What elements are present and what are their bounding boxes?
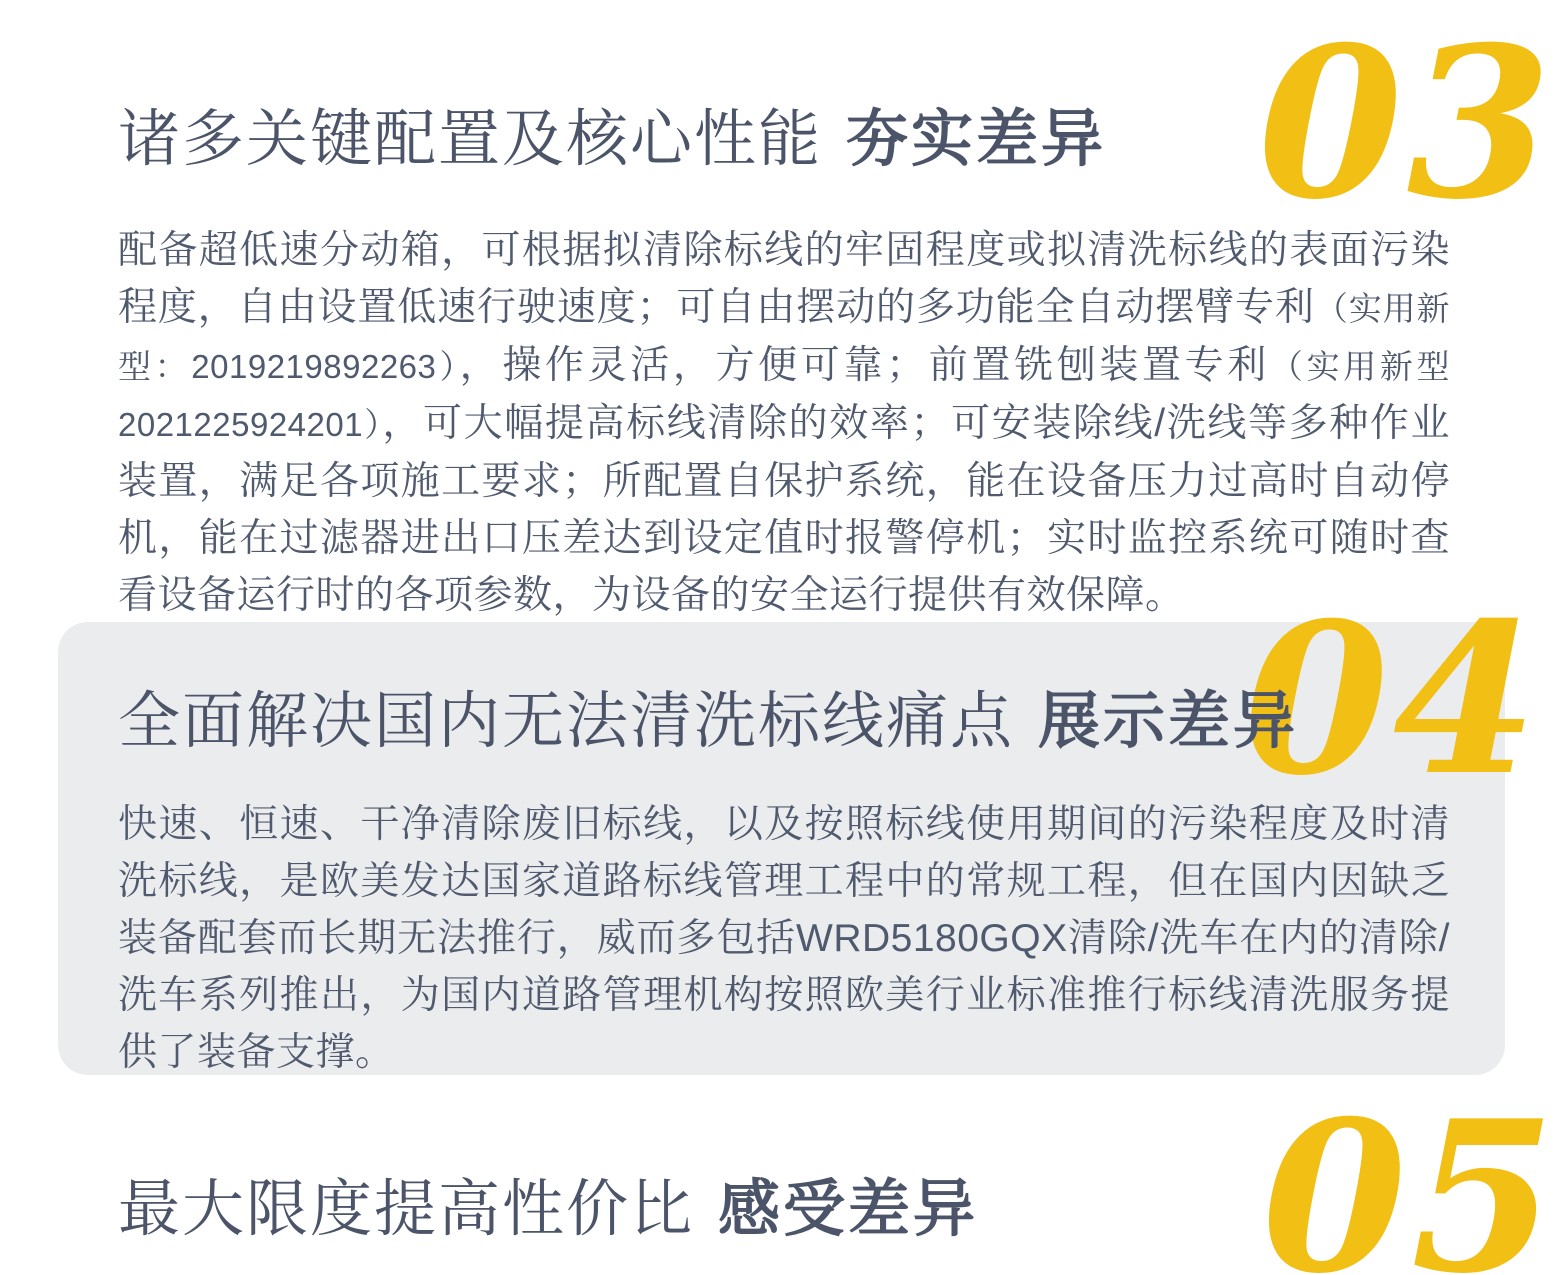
- section-05-heading-emphasis: 感受差异: [718, 1175, 979, 1244]
- section-04-number: 04: [1244, 578, 1542, 822]
- section-04-heading-main: 全面解决国内无法清洗标线痛点: [118, 687, 1015, 756]
- section-04-heading-emphasis: 展示差异: [1038, 687, 1299, 756]
- patent-number-note: （实用新型 2021225924201）: [118, 348, 1450, 443]
- section-05-heading-main: 最大限度提高性价比: [118, 1175, 695, 1244]
- section-04-paragraph: [118, 796, 1450, 1081]
- section-03-number: 03: [1258, 2, 1556, 246]
- paragraph-run: ，可大幅提高标线清除的效率；可安装除线/洗线等多种作业装置，满足各项施工要求；所配置自保护系统，能在设备压力过高时自动停机，能在过滤器进出口压差达到设定值时报警停机；实时监控系统可随时查看设备运行时的各项参数，为设备的安全运行提供有效保障。: [118, 402, 1451, 617]
- section-03-heading-emphasis: 夯实差异: [846, 105, 1107, 174]
- section-05-heading: [118, 1174, 978, 1245]
- section-03-heading-main: 诸多关键配置及核心性能: [118, 105, 823, 174]
- patent-number-note: （实用新型：2019219892263）: [118, 290, 1450, 385]
- section-04-heading: [118, 686, 1298, 757]
- paragraph-run: 快速、恒速、干净清除废旧标线，以及按照标线使用期间的污染程度及时清洗标线，是欧美发达国家道路标线管理工程中的常规工程，但在国内因缺乏装备配套而长期无法推行，威而多包括WRD5180GQX清除/洗车在内的清除/洗车系列推出，为国内道路管理机构按照欧美行业标准推行标线清洗服务提供了装备支撑。: [118, 803, 1450, 1074]
- section-03-paragraph: [118, 222, 1450, 624]
- paragraph-run: ，操作灵活，方便可靠；前置铣刨装置专利: [459, 344, 1270, 387]
- section-03-heading: [118, 104, 1106, 175]
- section-05-number: 05: [1262, 1076, 1560, 1275]
- paragraph-run: 配备超低速分动箱，可根据拟清除标线的牢固程度或拟清洗标线的表面污染程度，自由设置低速行驶速度；可自由摆动的多功能全自动摆臂专利: [118, 229, 1450, 329]
